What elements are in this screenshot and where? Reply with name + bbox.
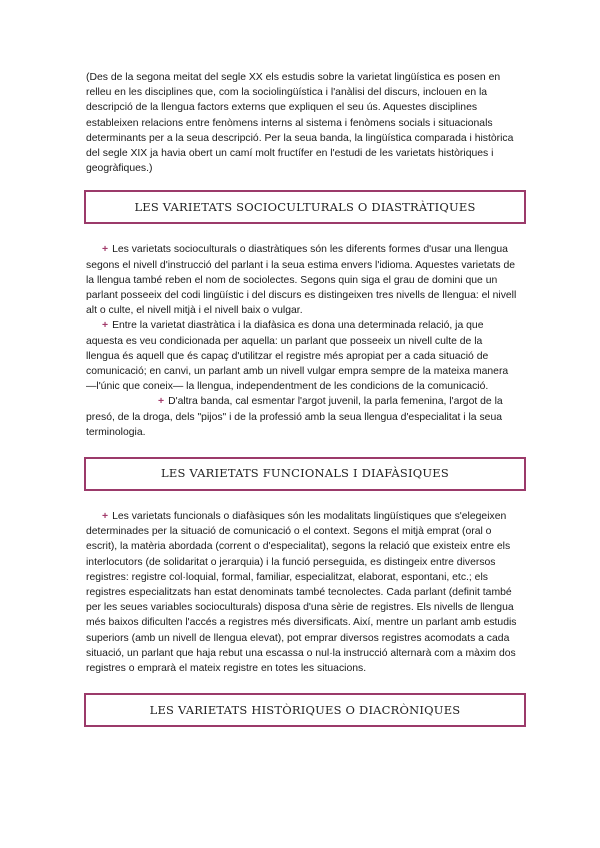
intro-paragraph: (Des de la segona meitat del segle XX els estudis sobre la varietat lingüística es posen en relleu en les disciplines que, com la sociolingüística i l'anàlisi del discurs, inclouen en la descripció de la llengua factors externs que expliquen el seu ús. Aquestes disciplines estableixen relacions entre fenòmens interns al sistema i fenòmens socials i situacionals determinants per a la seua descripció. Per la seua banda, la lingüística comparada i històrica del segle XIX ja havia obert un camí molt fructífer en l'estudi de les varietats històriques i geogràfiques.) — [86, 72, 514, 175]
paragraph-text: Les varietats socioculturals o diastràtiques són les diferents formes d'usar una llengua segons el nivell d'instrucció del parlant i la seua estima envers l'idioma. Aquestes varietats de la llengua també reben el nom de sociolectes. Segons quin siga el grau de domini que un parlant posseeix del codi lingüístic i del discurs es distingeixen tres nivells de llengua: el nivell alt o culte, el nivell mitjà i el nivell baix o vulgar. — [86, 244, 517, 317]
body-paragraph — [86, 318, 518, 440]
section-heading-box — [84, 693, 526, 727]
section-heading-box — [84, 190, 526, 224]
section-heading: LES VARIETATS SOCIOCULTURALS O DIASTRÀTIQUES — [134, 199, 476, 214]
plus-bullet-icon: + — [102, 244, 109, 256]
section-heading: LES VARIETATS FUNCIONALS I DIAFÀSIQUES — [161, 466, 449, 481]
document-page — [86, 70, 518, 727]
paragraph-text: Les varietats funcionals o diafàsiques són les modalitats lingüístiques que s'elegeixen determinades per la situació de comunicació o el context. Segons el mitjà emprat (oral o escrit), la matèria abordada (corrent o d'especialitat), segons la relació que existeix entre els interlocutors (de solidaritat o jerarquia) i la funció perseguida, es distingeix entre diversos registres: registre col·loquial, formal, familiar, especialitzat, elaborat, espontani, etc.; els registres especialitzats han estat denominats també tecnolectes. Cada parlant (definit també per les seues variables socioculturals) disposa d'una sèrie de registres. Els nivells de llengua més baixos dificulten l'accés a registres més diversificats. Així, mentre un parlant amb estudis superiors (amb un nivell de llengua elevat), pot emprar diversos registres acomodats a cada situació, un parlant que haja rebut una escassa o nul·la instrucció alternarà com a màxim dos registres o emprarà el mateix registre en totes les situacions. — [86, 511, 517, 675]
section-heading-box — [84, 457, 526, 491]
plus-bullet-icon: + — [102, 511, 109, 523]
plus-bullet-icon: + — [102, 320, 109, 332]
plus-bullet-icon: + — [158, 396, 165, 408]
body-paragraph — [86, 509, 518, 676]
paragraph-text: D'altra banda, cal esmentar l'argot juvenil, la parla femenina, l'argot de la presó, de la droga, dels "pijos" i de la professió amb la seua llengua d'especialitat i la seua terminologia. — [86, 396, 503, 438]
body-paragraph — [86, 242, 518, 318]
section-heading: LES VARIETATS HISTÒRIQUES O DIACRÒNIQUES — [149, 702, 461, 717]
paragraph-text: Entre la varietat diastràtica i la diafàsica es dona una determinada relació, ja que aquesta es veu condicionada per aquella: un parlant que posseeix un nivell culte de la llengua és aquell que és capaç d'utilitzar el registre més apropiat per a cada situació de comunicació; en canvi, un parlant amb un nivell vulgar empra sempre de la mateixa manera —l'únic que coneix— la llengua, independentment de les condicions de la comunicació. — [86, 320, 509, 393]
